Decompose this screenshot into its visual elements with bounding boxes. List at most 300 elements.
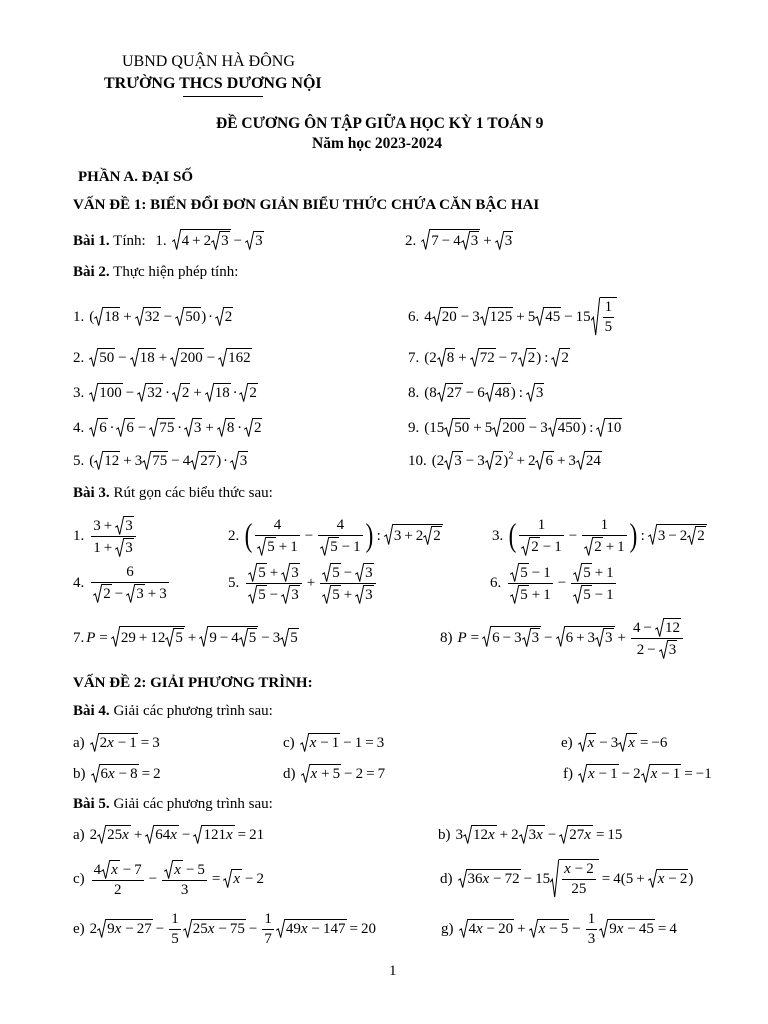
math-operator: +: [205, 420, 214, 436]
radical-sign: [551, 348, 560, 367]
radical: [111, 626, 185, 647]
radicand: 3x: [528, 827, 543, 843]
radicand: 125: [489, 309, 513, 326]
bai2-row-3: [73, 383, 544, 402]
radical-sign: [618, 733, 627, 752]
radicand: [587, 733, 597, 752]
radicand: 3: [136, 586, 144, 603]
radicand: 75: [152, 453, 168, 469]
bai2-row-1: [73, 297, 617, 337]
math-variable: x: [233, 871, 241, 888]
bai2-item-9: [408, 418, 622, 437]
radical: [165, 628, 184, 647]
item-label: 8): [440, 630, 453, 647]
radicand: 2: [494, 453, 503, 469]
radical-sign: [115, 516, 124, 535]
radical: [573, 585, 592, 604]
math-operator: ·: [232, 385, 238, 401]
radical: [101, 860, 120, 879]
math-operator: ·: [109, 420, 115, 436]
radical-sign: [276, 919, 285, 938]
math-operator: −: [502, 630, 512, 647]
radicand: 6 − 3 3: [491, 626, 541, 647]
bai4-item-b: [73, 764, 283, 783]
radical-sign: [126, 584, 135, 603]
fraction: [631, 618, 683, 660]
radical: [459, 919, 515, 938]
radical: [384, 524, 443, 545]
radical-sign: [281, 563, 290, 582]
radical: [322, 585, 341, 604]
item-label: b): [73, 766, 86, 782]
math-operator: −: [643, 620, 652, 636]
fraction-denominator: 5 − 1: [571, 584, 615, 604]
radical: [135, 307, 161, 326]
item-label: 3.: [492, 528, 504, 545]
radical-sign: [93, 584, 102, 603]
math-operator: −: [574, 861, 584, 877]
radical: [257, 537, 276, 556]
math-variable: x: [225, 827, 233, 843]
radicand: 18: [139, 350, 155, 366]
radicand: 50: [454, 420, 470, 436]
radical-sign: [172, 383, 181, 402]
radical-sign: [130, 348, 139, 367]
fraction-denominator: 2 + 1: [582, 536, 626, 556]
radical: [280, 628, 299, 647]
radical-sign: [437, 348, 446, 367]
math-operator: −: [148, 871, 158, 888]
fraction-numerator: 1: [603, 299, 615, 318]
math-operator: +: [617, 630, 627, 647]
math-variable: x: [114, 921, 122, 938]
bai2-item-4: [73, 418, 408, 437]
math-operator: −: [647, 642, 656, 659]
radicand: [627, 733, 637, 752]
item-label: 5.: [73, 453, 85, 469]
fraction: [91, 516, 135, 558]
radical-sign: [485, 383, 494, 402]
radical: [355, 563, 374, 582]
math-variable: x: [650, 766, 658, 782]
superscript: 2: [508, 450, 514, 462]
radical-sign: [164, 860, 173, 879]
math-operator: +: [556, 453, 566, 469]
math-expression: 2x − 1 = 3: [90, 735, 160, 751]
math-operator: −: [486, 921, 496, 938]
radical: [648, 869, 689, 888]
math-operator: −: [627, 921, 636, 938]
math-operator: +: [138, 630, 148, 647]
radical: [93, 584, 112, 603]
math-operator: +: [343, 587, 353, 604]
radical: [175, 307, 201, 326]
radicand: 12: [104, 453, 120, 469]
radical: [320, 537, 339, 556]
math-variable: x: [616, 921, 624, 938]
fraction-denominator: 25: [571, 881, 587, 898]
fraction-denominator: 5 + 1: [255, 536, 299, 556]
math-operator: +: [103, 540, 113, 557]
math-operator: +: [605, 539, 615, 556]
math-operator: +: [636, 871, 645, 888]
radicand: 5: [520, 565, 528, 581]
math-variable: x: [476, 921, 483, 938]
bai4-item-a: [73, 733, 283, 752]
item-label: 2.: [405, 233, 417, 249]
radical-sign: [458, 869, 467, 888]
radical: [199, 626, 258, 647]
radical-sign: [432, 307, 441, 326]
radical-sign: [205, 383, 214, 402]
radical: [535, 451, 554, 470]
fraction: [318, 517, 362, 557]
math-expression: (15 50 + 5 200 − 3 450 ) : 10: [424, 420, 622, 436]
math-expression: (8 27 − 6 48 ) : 3: [424, 385, 544, 401]
item-label: 1.: [73, 309, 85, 326]
radical-sign: [193, 825, 202, 844]
bai2-heading: [73, 263, 238, 281]
radicand: 27: [200, 453, 216, 469]
fraction: [603, 299, 615, 337]
radical-sign: [89, 418, 98, 437]
radical: [137, 383, 163, 402]
radical-sign: [257, 537, 266, 556]
bai2-label: Bài 2.: [73, 264, 110, 280]
fraction: [582, 517, 626, 557]
math-operator: −: [528, 420, 538, 436]
item-label: 10.: [408, 453, 427, 469]
math-operator: ·: [222, 453, 228, 469]
radical-sign: [485, 451, 494, 470]
math-operator: −: [245, 871, 254, 888]
math-expression: [89, 385, 258, 401]
radical: [355, 585, 374, 604]
radicand: 9x − 45: [609, 921, 654, 938]
radical-sign: [495, 231, 504, 250]
radical: [573, 563, 592, 582]
math-operator: −: [163, 309, 173, 326]
radical-sign: [578, 733, 587, 752]
radicand: 27: [446, 385, 462, 401]
radical: [492, 418, 526, 437]
math-operator: =: [684, 766, 693, 782]
fraction-numerator: [246, 563, 301, 584]
math-expression: (2 8 + 72 − 7 2 ) : 2: [424, 350, 569, 366]
radical-sign: [687, 526, 696, 545]
radical-sign: [116, 418, 125, 437]
math-operator: −: [544, 630, 553, 647]
radical: [518, 348, 537, 367]
math-operator: +: [404, 528, 413, 545]
radical-sign: [175, 307, 184, 326]
fraction-numerator: x − 2: [562, 861, 596, 880]
radical: [550, 859, 599, 899]
math-expression: 4x − 20 + x − 5 − $\frac{1}{3}$ 9x − 45 = 4: [459, 921, 677, 937]
math-expression: [89, 518, 137, 557]
radicand: x − 1: [588, 766, 618, 782]
math-operator: =: [237, 827, 247, 843]
radical: [170, 348, 204, 367]
radicand: 3: [454, 453, 462, 469]
item-label: b): [438, 827, 451, 843]
page-number: 1: [389, 963, 397, 979]
radicand: 25x: [107, 827, 129, 843]
radical: [480, 307, 514, 326]
item-label: 4.: [73, 420, 85, 436]
math-variable: x: [107, 735, 114, 751]
radicand: 200: [180, 350, 203, 366]
radicand: 2: [531, 539, 539, 556]
radical: [281, 563, 300, 582]
radicand: 3: [504, 233, 513, 249]
radical: [641, 764, 682, 783]
bai4-row-1: [73, 733, 667, 752]
bai3-row-3: [73, 618, 685, 660]
radicand: 27x: [569, 827, 591, 843]
bai4-item-c: [283, 733, 561, 752]
radical: [115, 516, 134, 535]
math-operator: −: [117, 735, 127, 751]
radical-sign: [556, 626, 565, 647]
radicand: 2: [181, 385, 190, 401]
radical-sign: [444, 451, 453, 470]
radical-sign: [641, 764, 650, 783]
radicand: 10: [606, 420, 622, 436]
radical: [437, 383, 463, 402]
radical-sign: [596, 418, 605, 437]
item-label: 7.: [73, 630, 85, 647]
math-variable: x: [657, 871, 665, 888]
radical-sign: [355, 563, 364, 582]
radicand: 5: [330, 539, 338, 556]
radical: [510, 585, 529, 604]
item-label: 2.: [228, 528, 240, 545]
math-operator: −: [564, 309, 573, 326]
radical-sign: [519, 825, 528, 844]
radical: [548, 418, 582, 437]
radical-sign: [142, 451, 151, 470]
fraction: [246, 563, 301, 605]
math-operator: −: [122, 862, 132, 878]
math-operator: −: [668, 871, 677, 888]
fraction: [571, 563, 615, 605]
math-variable: x: [310, 766, 318, 782]
item-label: d): [283, 766, 296, 782]
radical: [495, 231, 514, 250]
math-expression: [421, 233, 513, 249]
math-variable: x: [588, 766, 595, 782]
radical-sign: [218, 348, 227, 367]
radicand: 18: [214, 385, 230, 401]
fraction-denominator: 1 + 3: [93, 540, 133, 557]
math-operator: −: [465, 453, 475, 469]
math-operator: −: [181, 827, 191, 843]
radical-sign: [559, 825, 568, 844]
math-operator: +: [483, 233, 492, 249]
item-label: 1.: [73, 528, 85, 545]
math-expression: [457, 620, 685, 659]
radicand: 2x − 1: [99, 735, 137, 751]
radical-sign: [648, 869, 657, 888]
big-paren-close: ): [629, 518, 638, 555]
radical-sign: [248, 585, 257, 604]
radical: [432, 307, 458, 326]
radical: [145, 825, 179, 844]
radicand: 3: [125, 540, 133, 557]
bai2-item-8: [408, 383, 544, 402]
radical: [89, 383, 123, 402]
topic-1-heading: VẤN ĐỀ 1: BIẾN ĐỔI ĐƠN GIẢN BIỂU THỨC CHỨA CĂN BẬC HAI: [73, 197, 540, 213]
bai2-item-1: [73, 307, 408, 326]
bai1-item-1: [73, 229, 405, 250]
math-operator: =: [601, 871, 611, 888]
math-expression: [89, 350, 251, 366]
radical-sign: [91, 764, 100, 783]
math-expression: [89, 420, 262, 436]
radical-sign: [459, 919, 468, 938]
school-year: Năm học 2023-2024: [312, 135, 443, 152]
radical: [172, 229, 231, 250]
radical: [551, 348, 570, 367]
bai2-item-7: [408, 348, 570, 367]
bai3-row-2: [73, 563, 618, 605]
math-variable: x: [564, 861, 571, 877]
radical-sign: [111, 626, 120, 647]
math-variable: P: [457, 630, 467, 647]
radical: [94, 451, 120, 470]
math-operator: −: [594, 587, 604, 604]
math-operator: −: [661, 766, 670, 782]
math-expression: x − 3 x = −6: [578, 735, 668, 751]
fraction-numerator: 3 + 3: [91, 516, 135, 537]
radical: [578, 764, 619, 783]
radical: [485, 383, 511, 402]
math-expression: 4 x − 7 2 − x − 5 3 = x − 2: [93, 862, 265, 899]
radical-sign: [280, 628, 289, 647]
radical: [193, 825, 234, 844]
math-operator: =: [140, 735, 150, 751]
math-operator: +: [499, 827, 509, 843]
math-operator: +: [594, 565, 604, 581]
big-paren-close: ): [365, 518, 374, 555]
radical-sign: [301, 764, 310, 783]
radical: [596, 418, 622, 437]
radical: [281, 585, 300, 604]
radicand: 5: [175, 630, 183, 647]
fraction-numerator: x − 5: [162, 860, 207, 881]
radical: [183, 919, 246, 938]
radical-sign: [461, 231, 470, 250]
item-label: g): [441, 921, 454, 938]
radical: [584, 537, 603, 556]
math-expression: 2 9x − 27 − $\frac{1}{5}$ 25x − 75 − $\frac{1}{7}$ 49x − 147 = 20: [89, 911, 376, 948]
math-operator: =: [657, 921, 667, 938]
math-operator: −: [547, 827, 557, 843]
bai1-row: [73, 229, 513, 250]
radicand: 3: [605, 630, 613, 647]
radical: [89, 348, 115, 367]
radicand: 36x − 72: [467, 871, 520, 888]
item-label: 8.: [408, 385, 420, 401]
radicand: 7 − 4 3: [430, 229, 480, 250]
math-operator: =: [349, 921, 358, 938]
radical-sign: [463, 825, 472, 844]
bai5-label: Bài 5.: [73, 796, 110, 812]
radical-sign: [423, 526, 432, 545]
math-expression: x − 1 − 2 x − 1 = −1: [578, 766, 712, 782]
bai2-instruction: Thực hiện phép tính:: [113, 264, 239, 280]
math-operator: +: [473, 420, 482, 436]
radical-sign: [550, 859, 559, 899]
math-expression: 6x − 8 = 2: [91, 766, 161, 782]
math-operator: +: [147, 586, 157, 603]
radical-sign: [480, 307, 489, 326]
math-operator: −: [185, 862, 195, 878]
radicand: 5: [583, 587, 591, 604]
math-operator: −: [248, 921, 258, 938]
math-operator: +: [103, 518, 113, 534]
radicand: 3: [239, 453, 248, 469]
radical-sign: [223, 869, 232, 888]
radicand: [600, 297, 618, 337]
fraction: [255, 517, 299, 557]
bai5-item-g: [441, 911, 677, 949]
radicand: 8: [446, 350, 455, 366]
math-operator: +: [306, 575, 316, 592]
part-a-heading: PHẦN A. ĐẠI SỐ: [78, 169, 194, 185]
math-operator: −: [171, 453, 180, 469]
radicand: 9 − 4 5: [208, 626, 258, 647]
radicand: [232, 869, 242, 888]
math-operator: −: [137, 420, 147, 436]
radical-sign: [190, 451, 199, 470]
radicand: 64x: [155, 827, 177, 843]
bai4-item-e: [561, 733, 667, 752]
item-label: 4.: [73, 575, 85, 592]
fraction-numerator: 6: [91, 564, 168, 583]
radical: [276, 919, 347, 938]
radicand: 3: [221, 233, 229, 249]
fraction-numerator: 1: [169, 911, 181, 930]
radical: [215, 307, 234, 326]
radical-sign: [199, 626, 208, 647]
math-operator: −: [441, 233, 451, 249]
radical: [444, 451, 463, 470]
math-operator: ·: [207, 309, 213, 326]
item-label: e): [73, 921, 85, 938]
radicand: x − 1: [309, 735, 340, 751]
radical: [184, 418, 203, 437]
radicand: 32: [147, 385, 163, 401]
radical: [521, 537, 540, 556]
radical: [90, 733, 138, 752]
radicand: 12: [664, 620, 680, 636]
fraction: [262, 911, 274, 949]
radicand: 3 + 2 2: [393, 524, 443, 545]
math-operator: −: [343, 565, 353, 581]
radicand: 5: [248, 630, 257, 647]
radicand: 2: [527, 350, 536, 366]
radical-sign: [217, 418, 226, 437]
bai1-item-2: [405, 229, 513, 250]
math-expression: 4 20 − 3 125 + 5 45 − 15 $\frac{1}{5}$: [424, 309, 617, 325]
radical: [444, 418, 470, 437]
radical: [97, 919, 153, 938]
math-operator: −: [598, 766, 608, 782]
radicand: [559, 859, 599, 899]
math-operator: +: [193, 385, 202, 401]
